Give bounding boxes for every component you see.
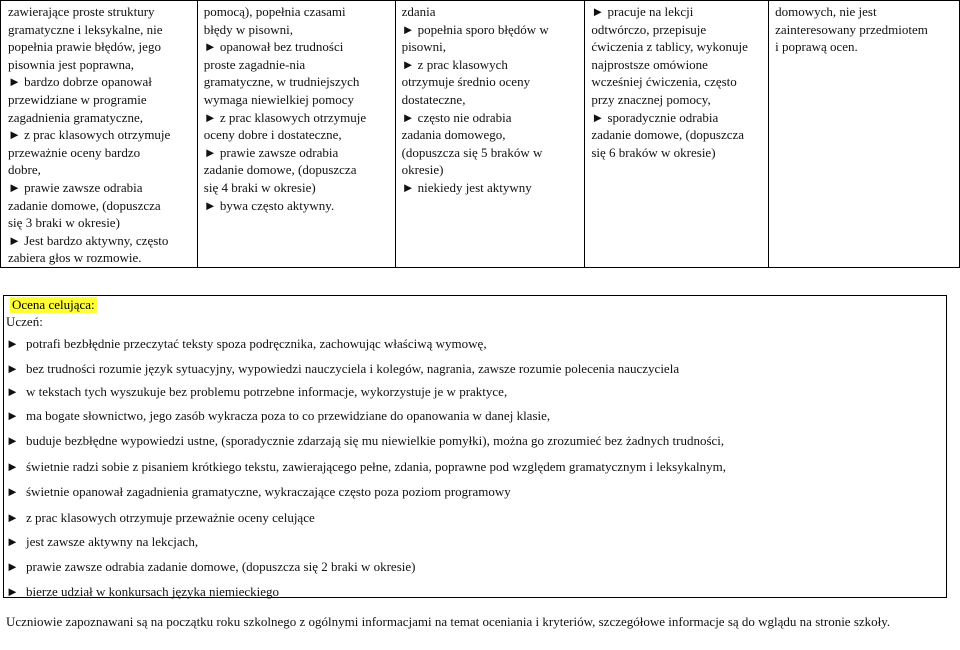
bullet-arrow-icon: ► (6, 484, 19, 499)
cell-line: ► z prac klasowych otrzymuje (8, 127, 171, 143)
section-subtitle: Uczeń: (6, 314, 43, 329)
cell-line: przy znacznej pomocy, (591, 91, 711, 107)
cell-line: ► niekiedy jest aktywny (401, 179, 532, 195)
grading-criteria-table (0, 0, 960, 268)
bullet-arrow-icon: ► (6, 534, 19, 549)
footer-note: Uczniowie zapoznawani są na początku roku szkolnego z ogólnymi informacjami na temat oceniania i kryteriów, szczegółowe informacje są do wglądu na stronie szkoły. (6, 614, 891, 629)
cell-line: ► pracuje na lekcji (591, 4, 694, 19)
cell-line: zadania domowego, (401, 127, 506, 143)
criteria-item (6, 433, 724, 449)
cell-line: dostateczne, (401, 91, 466, 107)
cell-line: przeważnie oceny bardzo (8, 144, 141, 160)
criteria-item (6, 384, 507, 400)
cell-line: domowych, nie jest (775, 4, 877, 19)
cell-line: ► często nie odrabia (401, 109, 512, 125)
criteria-item (6, 361, 679, 377)
bullet-arrow-icon: ► (6, 459, 19, 474)
criteria-item (6, 534, 198, 550)
cell-line: ► popełnia sporo błędów w (401, 21, 549, 37)
cell-line: pisowni, (401, 39, 446, 55)
cell-line: popełnia prawie błędów, jego (8, 39, 161, 55)
cell-line: się 4 braki w okresie) (203, 179, 316, 195)
grade-column-4 (585, 1, 769, 268)
cell-line: ► opanował bez trudności (203, 39, 344, 55)
criteria-item (6, 408, 550, 424)
cell-line: wymaga niewielkiej pomocy (203, 91, 354, 107)
cell-line: dobre, (8, 162, 41, 178)
criteria-item (6, 584, 279, 600)
criteria-item-text: buduje bezbłędne wypowiedzi ustne, (sporadycznie zdarzają się mu niewielkie pomyłki), można go zrozumieć bez żadnych trudności, (26, 433, 725, 448)
bullet-arrow-icon: ► (6, 408, 19, 423)
cell-line: ► sporadycznie odrabia (591, 109, 719, 125)
cell-line: odtwórczo, przepisuje (591, 21, 707, 37)
cell-line: ► Jest bardzo aktywny, często (8, 232, 169, 248)
criteria-item-text: bez trudności rozumie język sytuacyjny, wypowiedzi nauczyciela i kolegów, nagrania, zawsze rozumie polecenia nauczyciela (26, 361, 680, 376)
criteria-item-text: bierze udział w konkursach języka niemieckiego (26, 584, 280, 599)
grade-column-5 (769, 1, 960, 268)
cell-line: okresie) (401, 162, 444, 178)
cell-line: zadanie domowe, (dopuszcza (591, 127, 745, 143)
cell-line: się 3 braki w okresie) (8, 215, 120, 231)
cell-line: (dopuszcza się 5 braków w (401, 144, 543, 160)
cell-line: zawierające proste struktury (8, 4, 155, 19)
cell-line: się 6 braków w okresie) (591, 144, 716, 160)
criteria-item-text: w tekstach tych wyszukuje bez problemu potrzebne informacje, wykorzystuje je w praktyce, (26, 384, 508, 399)
criteria-item-text: prawie zawsze odrabia zadanie domowe, (dopuszcza się 2 braki w okresie) (26, 559, 416, 574)
cell-line: błędy w pisowni, (203, 21, 293, 37)
grade-column-1 (1, 1, 198, 268)
cell-line: pisownia jest poprawna, (8, 56, 135, 72)
criteria-item (6, 336, 487, 352)
criteria-item (6, 559, 415, 575)
bullet-arrow-icon: ► (6, 559, 19, 574)
criteria-item-text: z prac klasowych otrzymuje przeważnie oceny celujące (26, 510, 315, 525)
criteria-item-text: świetnie opanował zagadnienia gramatyczne, wykraczające często poza poziom programowy (26, 484, 511, 499)
cell-line: ► bywa często aktywny. (203, 197, 335, 213)
cell-line: zagadnienia gramatyczne, (8, 109, 143, 125)
table-row (1, 1, 960, 268)
criteria-item (6, 510, 315, 526)
cell-line: otrzymuje średnio oceny (401, 74, 531, 90)
bullet-arrow-icon: ► (6, 361, 19, 376)
cell-line: ► prawie zawsze odrabia (203, 144, 339, 160)
cell-line: najprostsze omówione (591, 56, 708, 72)
cell-line: ► bardzo dobrze opanował (8, 74, 152, 90)
bullet-arrow-icon: ► (6, 510, 19, 525)
cell-line: gramatyczne i leksykalne, nie (8, 21, 163, 37)
cell-line: zdania (401, 4, 436, 19)
cell-line: zabiera głos w rozmowie. (8, 250, 142, 266)
criteria-item-text: ma bogate słownictwo, jego zasób wykracza poza to co przewidziane do opanowania w danej klasie, (26, 408, 551, 423)
grade-column-2 (197, 1, 395, 268)
cell-line: oceny dobre i dostateczne, (203, 127, 342, 143)
cell-line: pomocą), popełnia czasami (203, 4, 346, 19)
bullet-arrow-icon: ► (6, 433, 19, 448)
criteria-item-text: potrafi bezbłędnie przeczytać teksty spoza podręcznika, zachowując właściwą wymowę, (26, 336, 487, 351)
section-title: Ocena celująca: (12, 297, 95, 312)
cell-line: ćwiczenia z tablicy, wykonuje (591, 39, 748, 55)
cell-line: ► z prac klasowych otrzymuje (203, 109, 367, 125)
criteria-item (6, 484, 511, 500)
cell-line: gramatyczne, w trudniejszych (203, 74, 360, 90)
cell-line: zadanie domowe, (dopuszcza (203, 162, 357, 178)
bullet-arrow-icon: ► (6, 384, 19, 399)
cell-line: zadanie domowe, (dopuszcza (8, 197, 161, 213)
bullet-arrow-icon: ► (6, 336, 19, 351)
cell-line: proste zagadnie-nia (203, 56, 306, 72)
cell-line: wcześniej ćwiczenia, często (591, 74, 737, 90)
cell-line: przewidziane w programie (8, 91, 147, 107)
criteria-item (6, 459, 726, 475)
cell-line: zainteresowany przedmiotem (775, 21, 928, 37)
cell-line: ► z prac klasowych (401, 56, 508, 72)
criteria-item-text: świetnie radzi sobie z pisaniem krótkiego tekstu, zawierającego pełne, zdania, poprawne pod względem gramatycznym i leksykalnym, (26, 459, 726, 474)
cell-line: ► prawie zawsze odrabia (8, 179, 143, 195)
bullet-arrow-icon: ► (6, 584, 19, 599)
grade-column-3 (395, 1, 585, 268)
criteria-item-text: jest zawsze aktywny na lekcjach, (26, 534, 199, 549)
cell-line: i poprawą ocen. (775, 39, 858, 55)
